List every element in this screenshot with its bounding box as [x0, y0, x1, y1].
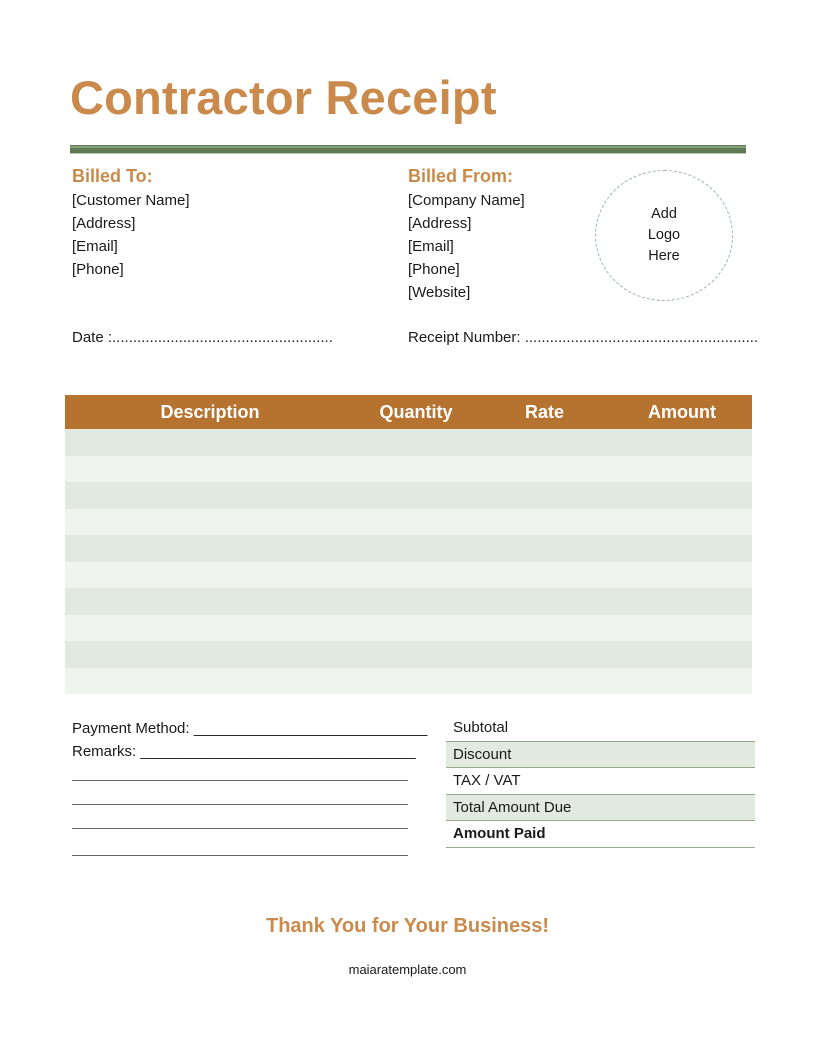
rate-cell[interactable]: [477, 535, 612, 562]
website-footer: maiaratemplate.com: [348, 962, 467, 977]
amount-cell[interactable]: [612, 509, 752, 536]
tax-label: TAX / VAT: [453, 772, 521, 789]
quantity-cell[interactable]: [355, 509, 477, 536]
customer-name-field[interactable]: [Customer Name]: [72, 192, 190, 209]
discount-row[interactable]: [446, 742, 755, 769]
table-row: [65, 668, 752, 695]
payment-method-field[interactable]: Payment Method: ____________________________: [72, 720, 428, 737]
discount-label: Discount: [453, 745, 512, 763]
table-row: [65, 456, 752, 483]
description-cell[interactable]: [65, 535, 355, 562]
amount-cell[interactable]: [612, 668, 752, 695]
total-due-row[interactable]: [446, 795, 755, 822]
customer-address-field[interactable]: [Address]: [72, 215, 136, 232]
quantity-cell[interactable]: [355, 456, 477, 483]
tax-row[interactable]: [446, 768, 755, 795]
rate-cell[interactable]: [477, 456, 612, 483]
amount-cell[interactable]: [612, 562, 752, 589]
description-cell[interactable]: [65, 668, 355, 695]
company-phone-field[interactable]: [Phone]: [408, 261, 460, 278]
amount-cell[interactable]: [612, 641, 752, 668]
subtotal-row[interactable]: [446, 715, 755, 742]
billed-from-details: [408, 189, 525, 304]
rate-cell[interactable]: [477, 482, 612, 509]
amount-paid-label: Amount Paid: [453, 825, 546, 842]
quantity-header: Quantity: [355, 395, 477, 429]
rate-cell[interactable]: [477, 641, 612, 668]
quantity-cell[interactable]: [355, 668, 477, 695]
amount-cell[interactable]: [612, 482, 752, 509]
description-cell[interactable]: [65, 588, 355, 615]
page-title: Contractor Receipt: [70, 71, 497, 124]
rate-cell[interactable]: [477, 668, 612, 695]
subtotal-label: Subtotal: [453, 719, 509, 736]
table-row: [65, 509, 752, 536]
description-header: Description: [65, 395, 355, 429]
description-cell[interactable]: [65, 641, 355, 668]
quantity-cell[interactable]: [355, 562, 477, 589]
billed-to-heading: Billed To:: [72, 166, 153, 186]
company-address-field[interactable]: [Address]: [408, 215, 472, 232]
amount-cell[interactable]: [612, 535, 752, 562]
company-email-field[interactable]: [Email]: [408, 238, 454, 255]
table-row: [65, 535, 752, 562]
remarks-line[interactable]: [72, 855, 408, 856]
amount-paid-row[interactable]: [446, 821, 755, 848]
table-row: [65, 429, 752, 456]
company-name-field[interactable]: [Company Name]: [408, 192, 525, 209]
rate-cell[interactable]: [477, 429, 612, 456]
description-cell[interactable]: [65, 482, 355, 509]
thank-you-message: Thank You for Your Business!: [265, 915, 549, 937]
description-cell[interactable]: [65, 429, 355, 456]
amount-cell[interactable]: [612, 456, 752, 483]
totals-panel: [446, 715, 755, 848]
customer-email-field[interactable]: [Email]: [72, 238, 118, 255]
remarks-line[interactable]: [72, 780, 408, 781]
rate-cell[interactable]: [477, 588, 612, 615]
rate-cell[interactable]: [477, 615, 612, 642]
quantity-cell[interactable]: [355, 641, 477, 668]
title-divider-highlight: [70, 146, 746, 148]
table-header-row: [65, 395, 752, 429]
rate-header: Rate: [477, 395, 612, 429]
quantity-cell[interactable]: [355, 615, 477, 642]
amount-cell[interactable]: [612, 588, 752, 615]
logo-text-line: Logo: [647, 227, 681, 243]
items-table: [65, 395, 752, 694]
customer-phone-field[interactable]: [Phone]: [72, 261, 124, 278]
rate-cell[interactable]: [477, 562, 612, 589]
quantity-cell[interactable]: [355, 535, 477, 562]
description-cell[interactable]: [65, 615, 355, 642]
total-due-label: Total Amount Due: [453, 798, 572, 816]
receipt-number-field[interactable]: Receipt Number: ........................................................: [408, 329, 759, 346]
remarks-line[interactable]: [72, 828, 408, 829]
date-field[interactable]: Date :.....................................................: [72, 329, 333, 346]
company-website-field[interactable]: [Website]: [408, 284, 471, 301]
quantity-cell[interactable]: [355, 588, 477, 615]
logo-text-line: Here: [648, 248, 680, 264]
remarks-field[interactable]: Remarks: _________________________________: [72, 743, 416, 760]
table-row: [65, 615, 752, 642]
description-cell[interactable]: [65, 562, 355, 589]
table-row: [65, 641, 752, 668]
description-cell[interactable]: [65, 456, 355, 483]
quantity-cell[interactable]: [355, 429, 477, 456]
quantity-cell[interactable]: [355, 482, 477, 509]
amount-cell[interactable]: [612, 615, 752, 642]
amount-header: Amount: [612, 395, 752, 429]
table-row: [65, 562, 752, 589]
billed-from-heading: Billed From:: [408, 166, 514, 186]
billed-to-details: [72, 189, 190, 281]
rate-cell[interactable]: [477, 509, 612, 536]
table-row: [65, 482, 752, 509]
logo-text-line: Add: [651, 206, 677, 222]
remarks-line[interactable]: [72, 804, 408, 805]
table-row: [65, 588, 752, 615]
logo-placeholder[interactable]: [595, 170, 733, 301]
description-cell[interactable]: [65, 509, 355, 536]
amount-cell[interactable]: [612, 429, 752, 456]
